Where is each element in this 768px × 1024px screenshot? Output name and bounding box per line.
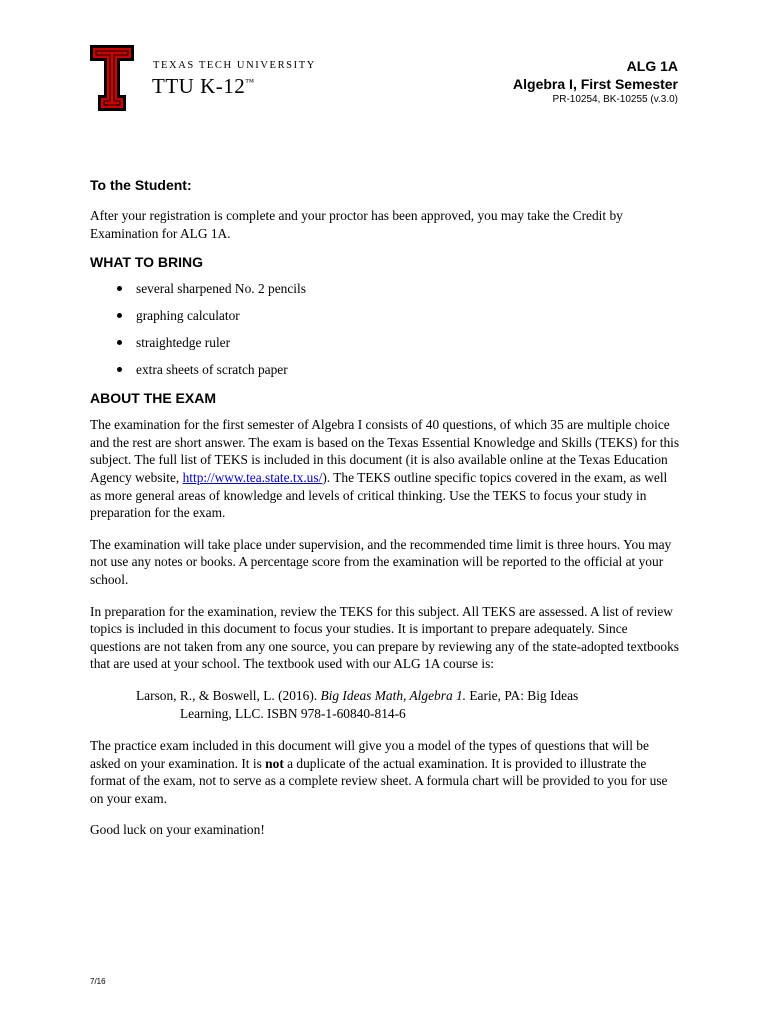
course-header	[513, 57, 678, 106]
bring-list-item: graphing calculator	[90, 307, 680, 324]
tea-website-link[interactable]: http://www.tea.state.tx.us/	[182, 469, 323, 485]
about-paragraph-1: The examination for the first semester of Algebra I consists of 40 questions, of which 35 are multiple choice and the rest are short answer. The exam is based on the Texas Essential Knowledge and Skills (TEKS) for this subject. The full list of TEKS is included in this document (it is also available online at the Texas Education Agency website, http://www.tea.state.tx.us/). The TEKS outline specific topics covered in the exam, as well as more general areas of knowledge and levels of critical thinking. Use the TEKS to focus your study in preparation for the exam.	[90, 417, 680, 521]
about-paragraph-4: The practice exam included in this document will give you a model of the types of questions that will be asked on your examination. It is not a duplicate of the actual examination. It is provided to illustrate the format of the exam, not to serve as a complete review sheet. A formula chart will be provided to you for use on your exam.	[90, 738, 668, 806]
about-paragraph-3: In preparation for the examination, review the TEKS for this subject. All TEKS are assessed. A list of review topics is included in this document to focus your studies. It is important to prepare adequately. Since questions are not taken from any one source, you can prepare by reviewing any of the state-adopted textbooks that are used at your school. The textbook used with our ALG 1A course is:	[90, 603, 679, 672]
intro-paragraph: After your registration is complete and your proctor has been approved, you may take the Credit by Examination for ALG 1A.	[90, 208, 623, 241]
brand-k12-text: TTU K-12	[152, 74, 246, 98]
product-ids: PR-10254, BK-10255 (v.3.0)	[552, 94, 678, 105]
about-exam-heading: ABOUT THE EXAM	[90, 390, 216, 407]
bring-list-item: several sharpened No. 2 pencils	[90, 280, 680, 297]
about-paragraph-2: The examination will take place under supervision, and the recommended time limit is three hours. You may not use any notes or books. A percentage score from the examination will be reported to the official at your school.	[90, 536, 672, 587]
brand-k12	[152, 74, 255, 99]
what-to-bring-heading: WHAT TO BRING	[90, 254, 204, 271]
bullet-icon	[117, 313, 122, 318]
footer-code: 7/16	[90, 977, 106, 986]
textbook-citation: Larson, R., & Boswell, L. (2016). Big Ideas Math, Algebra 1. Earie, PA: Big Ideas Learning, LLC. ISBN 978-1-60840-814-6	[136, 687, 579, 721]
bullet-icon	[117, 286, 122, 291]
main-content	[90, 177, 680, 853]
bullet-icon	[117, 367, 122, 372]
brand-university: TEXAS TECH UNIVERSITY	[153, 60, 316, 71]
texas-tech-double-t-logo	[90, 45, 134, 111]
bring-list	[90, 280, 680, 378]
bring-list-item: extra sheets of scratch paper	[90, 361, 680, 378]
course-title: Algebra I, First Semester	[513, 76, 678, 92]
student-heading: To the Student:	[90, 177, 192, 193]
closing-line: Good luck on your examination!	[90, 822, 265, 838]
bullet-icon	[117, 340, 122, 345]
trademark-mark: ™	[245, 77, 255, 87]
course-code: ALG 1A	[626, 58, 678, 74]
bring-list-item: straightedge ruler	[90, 334, 680, 351]
textbook-title: Big Ideas Math, Algebra 1.	[320, 687, 467, 703]
